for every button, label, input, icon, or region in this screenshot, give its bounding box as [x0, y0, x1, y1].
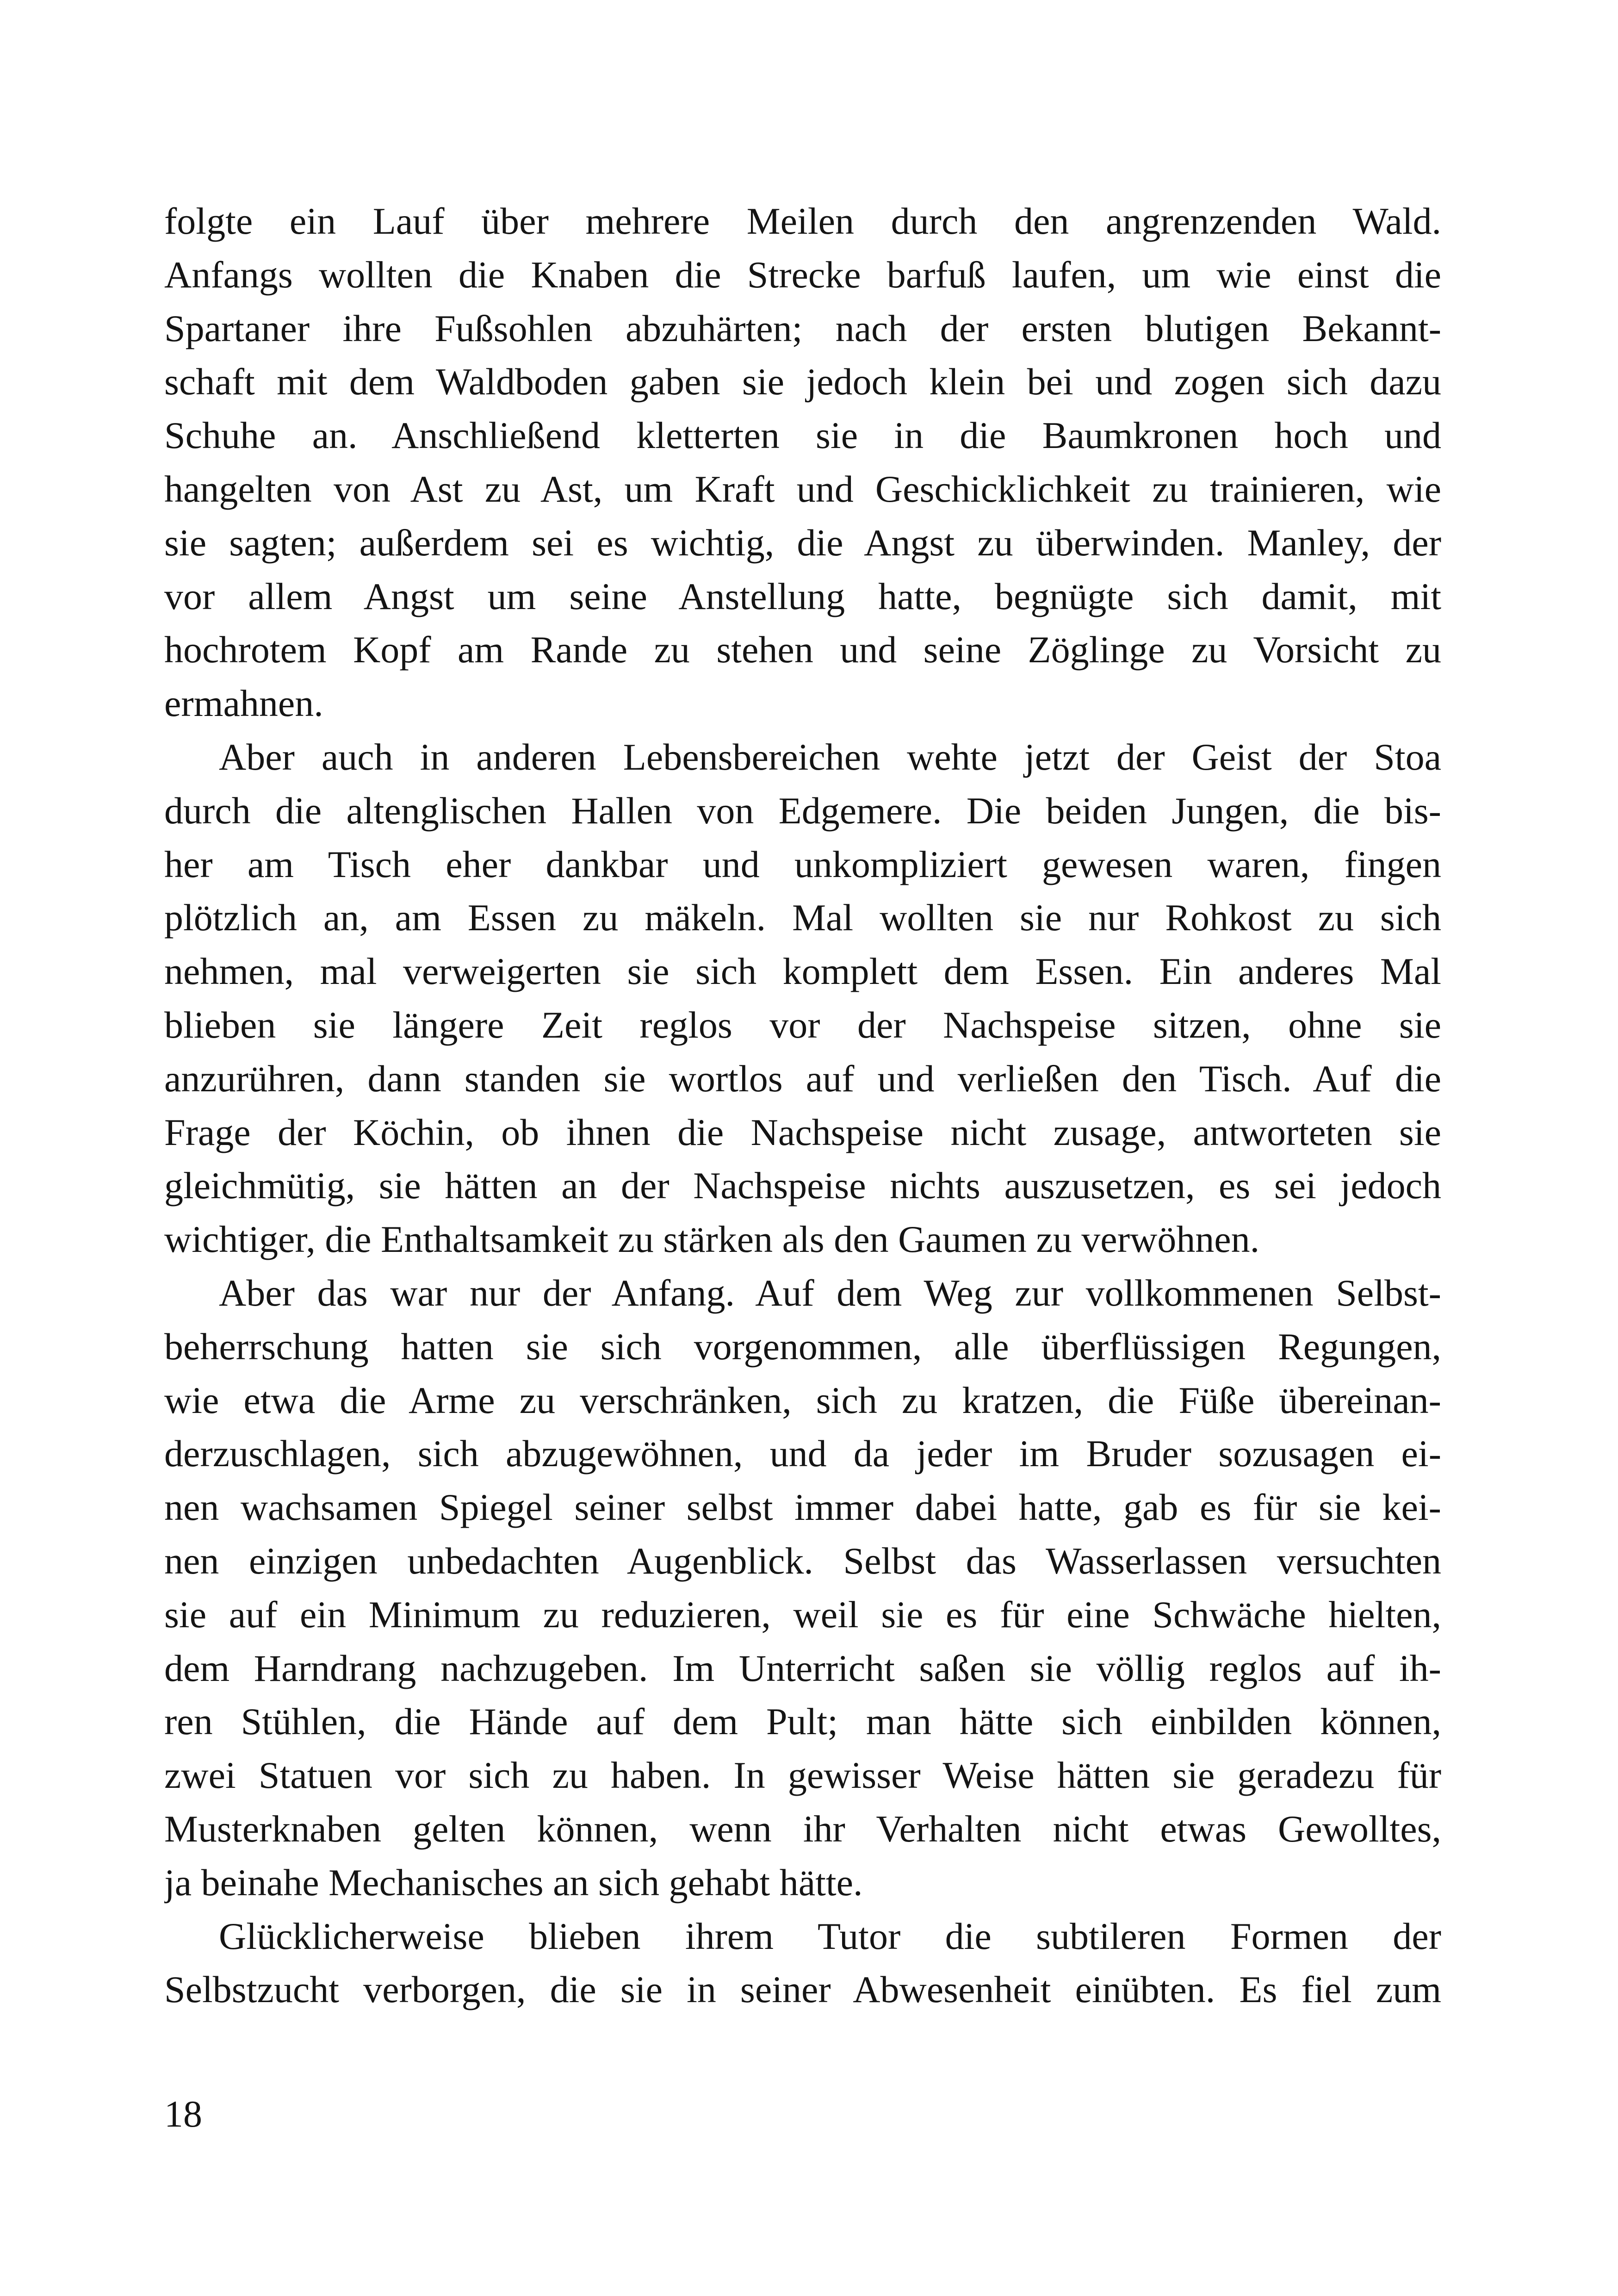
- text-line: vor allem Angst um seine Anstellung hatte, begnügte sich damit, mit: [164, 575, 1441, 617]
- text-line: zwei Statuen vor sich zu haben. In gewisser Weise hätten sie geradezu für: [164, 1754, 1441, 1797]
- page-number: 18: [164, 2093, 202, 2135]
- body-text: [164, 194, 1441, 2016]
- text-line: Anfangs wollten die Knaben die Strecke barfuß laufen, um wie einst die: [164, 253, 1441, 296]
- text-line: plötzlich an, am Essen zu mäkeln. Mal wollten sie nur Rohkost zu sich: [164, 896, 1441, 939]
- text-line: her am Tisch eher dankbar und unkompliziert gewesen waren, fingen: [164, 843, 1441, 885]
- text-line: derzuschlagen, sich abzugewöhnen, und da jeder im Bruder sozusagen ei-: [164, 1432, 1441, 1475]
- text-line: nen einzigen unbedachten Augenblick. Selbst das Wasserlassen versuchten: [164, 1539, 1441, 1582]
- text-line: Selbstzucht verborgen, die sie in seiner Abwesenheit einübten. Es fiel zum: [164, 1968, 1441, 2011]
- text-line: schaft mit dem Waldboden gaben sie jedoch klein bei und zogen sich dazu: [164, 361, 1441, 403]
- text-line: Glücklicherweise blieben ihrem Tutor die subtileren Formen der: [219, 1915, 1441, 1957]
- text-line: Aber auch in anderen Lebensbereichen wehte jetzt der Geist der Stoa: [219, 735, 1441, 778]
- text-line: ren Stühlen, die Hände auf dem Pult; man hätte sich einbilden können,: [164, 1700, 1441, 1743]
- text-line: Aber das war nur der Anfang. Auf dem Weg zur vollkommenen Selbst-: [219, 1271, 1441, 1314]
- text-line: sie auf ein Minimum zu reduzieren, weil sie es für eine Schwäche hielten,: [164, 1593, 1441, 1636]
- text-line: wie etwa die Arme zu verschränken, sich zu kratzen, die Füße übereinan-: [164, 1379, 1441, 1421]
- text-line: hochrotem Kopf am Rande zu stehen und seine Zöglinge zu Vorsicht zu: [164, 628, 1441, 671]
- text-line: dem Harndrang nachzugeben. Im Unterricht saßen sie völlig reglos auf ih-: [164, 1647, 1441, 1689]
- text-line: folgte ein Lauf über mehrere Meilen durch den angrenzenden Wald.: [164, 200, 1441, 242]
- text-line: durch die altenglischen Hallen von Edgemere. Die beiden Jungen, die bis-: [164, 789, 1441, 832]
- text-line: ja beinahe Mechanisches an sich gehabt hätte.: [164, 1861, 863, 1904]
- text-line: wichtiger, die Enthaltsamkeit zu stärken als den Gaumen zu verwöhnen.: [164, 1218, 1260, 1261]
- text-line: beherrschung hatten sie sich vorgenommen, alle überflüssigen Regungen,: [164, 1325, 1441, 1368]
- text-line: hangelten von Ast zu Ast, um Kraft und Geschicklichkeit zu trainieren, wie: [164, 467, 1441, 510]
- text-line: sie sagten; außerdem sei es wichtig, die Angst zu überwinden. Manley, der: [164, 521, 1441, 564]
- text-line: blieben sie längere Zeit reglos vor der Nachspeise sitzen, ohne sie: [164, 1003, 1441, 1046]
- text-line: ermahnen.: [164, 682, 323, 725]
- text-line: gleichmütig, sie hätten an der Nachspeise nichts auszusetzen, es sei jedoch: [164, 1164, 1441, 1207]
- text-line: nehmen, mal verweigerten sie sich komplett dem Essen. Ein anderes Mal: [164, 950, 1441, 993]
- text-line: Frage der Köchin, ob ihnen die Nachspeise nicht zusage, antworteten sie: [164, 1111, 1441, 1153]
- text-line: anzurühren, dann standen sie wortlos auf und verließen den Tisch. Auf die: [164, 1057, 1441, 1100]
- text-line: nen wachsamen Spiegel seiner selbst immer dabei hatte, gab es für sie kei-: [164, 1486, 1441, 1529]
- text-line: Musterknaben gelten können, wenn ihr Verhalten nicht etwas Gewolltes,: [164, 1807, 1441, 1850]
- text-line: Spartaner ihre Fußsohlen abzuhärten; nach der ersten blutigen Bekannt-: [164, 307, 1441, 349]
- text-line: Schuhe an. Anschließend kletterten sie in die Baumkronen hoch und: [164, 414, 1441, 457]
